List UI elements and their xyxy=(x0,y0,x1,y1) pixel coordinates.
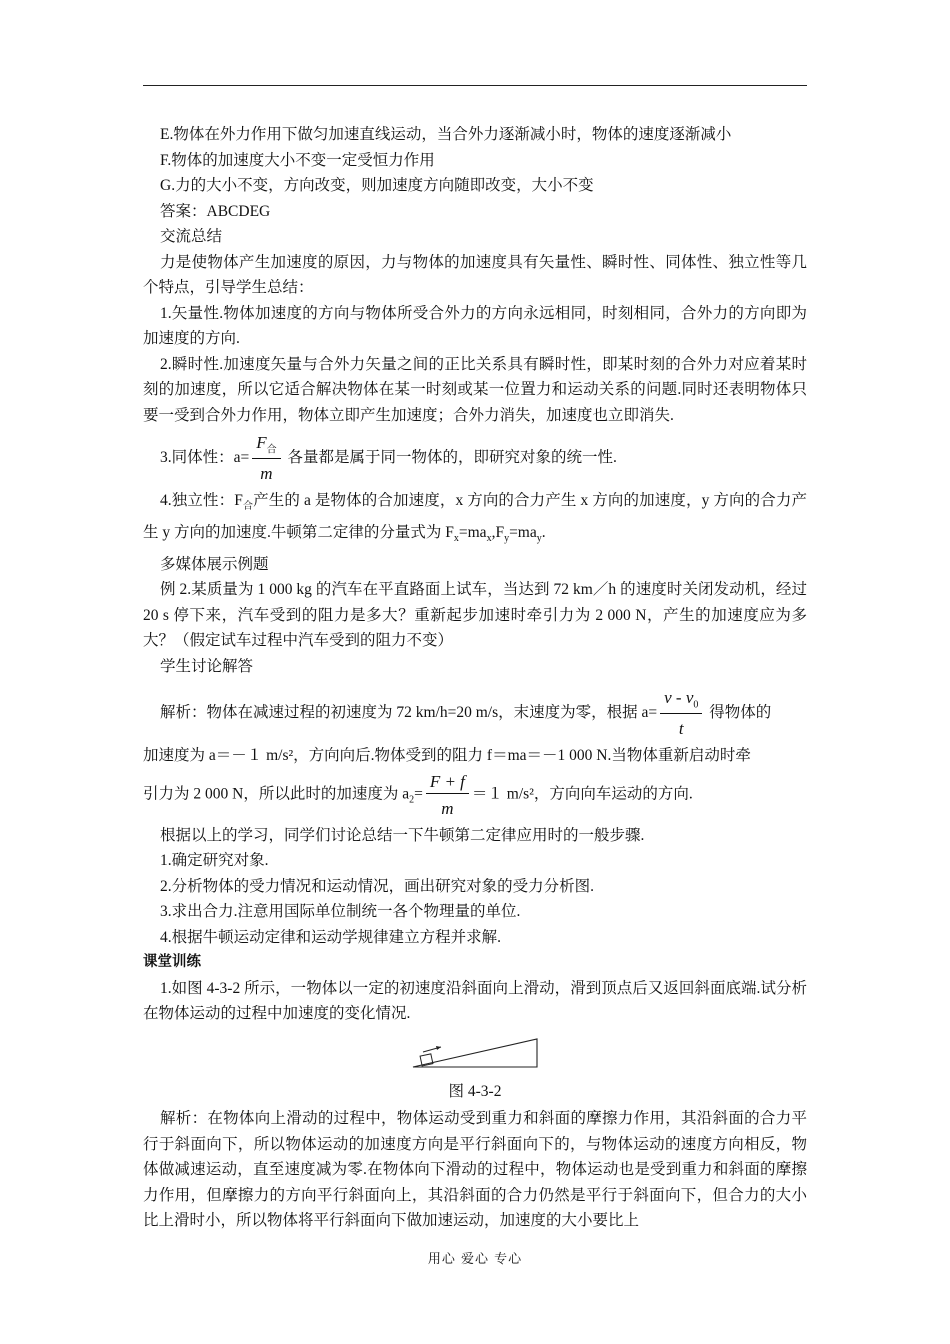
media-heading: 多媒体展示例题 xyxy=(160,555,269,573)
step-4: 4.根据牛顿运动定律和运动学规律建立方程并求解. xyxy=(160,928,502,946)
example-2: 例 2.某质量为 1 000 kg 的汽车在平直路面上试车，当达到 72 km／h 的速度时关闭发动机，经过 20 s 停下来，汽车受到的阻力是多大？重新起步加速时牵引力为 2 000 N，产生的加速度应为多大？（假定试车过程中汽车受到的阻力不变） xyxy=(143,581,807,650)
solution3-equals: = xyxy=(414,785,423,803)
formula-fraction xyxy=(252,434,280,482)
training-heading: 课堂训练 xyxy=(143,954,201,971)
solution-line-2: 加速度为 a＝－１ m/s²，方向向后.物体受到的阻力 f＝ma＝－1 000 N.当物体重新启动时牵 xyxy=(143,747,751,765)
figure-caption: 图 4-3-2 xyxy=(448,1082,502,1100)
indep-text-e: =ma xyxy=(509,523,537,541)
solution-line-3 xyxy=(143,773,807,817)
indep-sub-a: 合 xyxy=(242,501,254,513)
solution-prefix: 解析：物体在减速过程的初速度为 72 km/h=20 m/s，末速度为零，根据 a= xyxy=(160,703,658,721)
acceleration-numerator: F + f xyxy=(426,773,469,794)
solution-suffix: 得物体的 xyxy=(709,703,772,721)
same-body-prefix: 3.同体性：a= xyxy=(160,448,250,466)
velocity-numerator-sub: 0 xyxy=(693,699,699,711)
property-instant: 2.瞬时性.加速度矢量与合外力矢量之间的正比关系具有瞬时性，即某时刻的合外力对应着某时刻的加速度，所以它适合解决物体在某一时刻或某一位置力和运动关系的问题.同时还表明物体只要一受到合外力作用，物体立即产生加速度；合外力消失，加速度也立即消失. xyxy=(143,355,807,424)
velocity-numerator: v - v xyxy=(664,688,694,708)
answer-line: 答案：ABCDEG xyxy=(160,202,271,220)
step-2: 2.分析物体的受力情况和运动情况，画出研究对象的受力分析图. xyxy=(160,877,595,895)
step-1: 1.确定研究对象. xyxy=(160,852,269,870)
step-3: 3.求出合力.注意用国际单位制统一各个物理量的单位. xyxy=(160,903,521,921)
indep-sub-x: x xyxy=(453,533,459,545)
velocity-fraction xyxy=(660,689,702,737)
indep-sub-y: y xyxy=(504,533,510,545)
incline-figure xyxy=(143,1033,807,1073)
option-g: G.力的大小不变，方向改变，则加速度方向随即改变，大小不变 xyxy=(160,177,594,194)
indep-text-b: 产生的 a 是物体的合加速度，x 方向的合力产生 x 方向的加速度，y 方向的合力产生 y 方向的加速度.牛顿第二定律的分量式为 F xyxy=(143,492,807,541)
page-footer: 用心 爱心 专心 xyxy=(427,1252,523,1267)
indep-text-c: =ma xyxy=(458,523,487,541)
solution3-prefix: 引力为 2 000 N，所以此时的加速度为 a xyxy=(143,785,410,803)
indep-text-a: 4.独立性：F xyxy=(160,492,243,510)
indep-sub-y2: y xyxy=(536,533,542,545)
velocity-arrow-head xyxy=(436,1046,441,1050)
solution-line-1 xyxy=(143,689,807,737)
summary-intro: 力是使物体产生加速度的原因，力与物体的加速度具有矢量性、瞬时性、同体性、独立性等几个特点，引导学生总结： xyxy=(143,253,807,296)
option-f: F.物体的加速度大小不变一定受恒力作用 xyxy=(160,151,435,169)
analysis-text: 解析：在物体向上滑动的过程中，物体运动受到重力和斜面的摩擦力作用，其沿斜面的合力平行于斜面向下，所以物体运动的加速度方向是平行斜面向下的，与物体运动的速度方向相反，物体做减速运动，直至速度减为零.在物体向下滑动的过程中，物体运动也是受到重力和斜面的摩擦力作用，但摩擦力的方向平行斜面向上，其沿斜面的合力仍然是平行于斜面向下，但合力的大小比上滑时小，所以物体将平行斜面向下做加速运动，加速度的大小要比上 xyxy=(143,1110,807,1230)
incline-diagram xyxy=(411,1033,539,1069)
property-same-body xyxy=(143,434,807,482)
property-independent xyxy=(143,488,807,551)
question-1: 1.如图 4-3-2 所示，一物体以一定的初速度沿斜面向上滑动，滑到顶点后又返回斜面底端.试分析在物体运动的过程中加速度的变化情况. xyxy=(143,979,807,1023)
solution3-suffix: ＝１ m/s²，方向向车运动的方向. xyxy=(471,785,693,803)
summary-heading: 交流总结 xyxy=(160,228,223,245)
property-vector: 1.矢量性.物体加速度的方向与物体所受合外力的方向永远相同，时刻相同，合外力的方向即为加速度的方向. xyxy=(143,304,807,347)
acceleration-fraction xyxy=(426,773,469,817)
steps-intro: 根据以上的学习，同学们讨论总结一下牛顿第二定律应用时的一般步骤. xyxy=(160,826,645,844)
document-body xyxy=(143,122,807,1234)
indep-sub-x2: x xyxy=(486,533,492,545)
header-rule xyxy=(143,85,807,86)
indep-text-f: . xyxy=(541,523,546,541)
indep-text-d: ,F xyxy=(491,523,505,541)
same-body-suffix: 各量都是属于同一物体的，即研究对象的统一性. xyxy=(287,448,617,466)
incline-triangle xyxy=(413,1039,537,1067)
discuss-heading: 学生讨论解答 xyxy=(160,657,254,675)
formula-numerator-sub: 合 xyxy=(266,444,277,456)
formula-denominator: m xyxy=(260,464,273,484)
velocity-denominator: t xyxy=(678,719,684,739)
formula-numerator: F xyxy=(256,433,267,452)
acceleration-denominator: m xyxy=(441,798,454,818)
solution3-sub: 2 xyxy=(409,794,415,806)
option-e: E.物体在外力作用下做匀加速直线运动，当合外力逐渐减小时，物体的速度逐渐减小 xyxy=(160,126,732,143)
